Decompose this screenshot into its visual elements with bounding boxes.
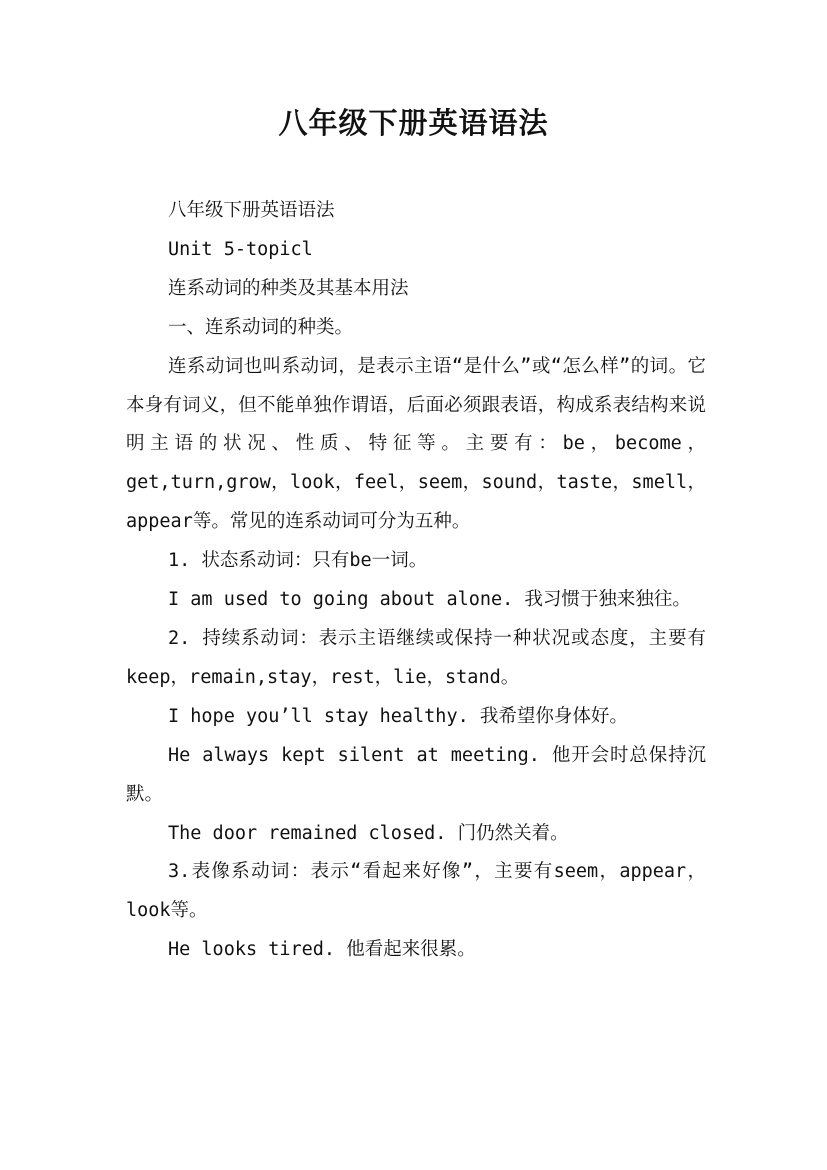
paragraph-section-heading: 一、连系动词的种类。: [168, 316, 354, 338]
paragraph-unit: Unit 5-topicl: [168, 238, 313, 260]
paragraph-example-5: He looks tired. 他看起来很累。: [168, 939, 476, 961]
document-title: 八年级下册英语语法: [278, 106, 549, 140]
paragraph-example-4: The door remained closed. 门仍然关着。: [168, 822, 569, 844]
paragraph-type-1: 1. 状态系动词：只有be一词。: [168, 550, 428, 572]
paragraph-example-1: I am used to going about alone. 我习惯于独来独往。: [168, 589, 691, 611]
paragraph-type-3: 3.表像系动词：表示“看起来好像”，主要有seem，appear，look等。: [126, 861, 706, 922]
paragraph-definition: 连系动词也叫系动词，是表示主语“是什么”或“怎么样”的词。它本身有词义，但不能单独作谓语，后面必须跟表语，构成系表结构来说明主语的状况、性质、特征等。主要有：be，become，get,turn,grow，look，feel，seem，sound，taste，smell，appear等。常见的连系动词可分为五种。: [126, 355, 706, 533]
paragraph-subtitle: 八年级下册英语语法: [168, 200, 335, 221]
paragraph-topic-heading: 连系动词的种类及其基本用法: [168, 277, 409, 299]
paragraph-type-2: 2. 持续系动词：表示主语继续或保持一种状况或态度，主要有keep，remain,stay，rest，lie，stand。: [126, 627, 706, 688]
document-body: [126, 192, 706, 970]
paragraph-example-2: I hope you’ll stay healthy. 我希望你身体好。: [168, 705, 628, 727]
paragraph-example-3: He always kept silent at meeting. 他开会时总保持沉默。: [126, 744, 706, 805]
